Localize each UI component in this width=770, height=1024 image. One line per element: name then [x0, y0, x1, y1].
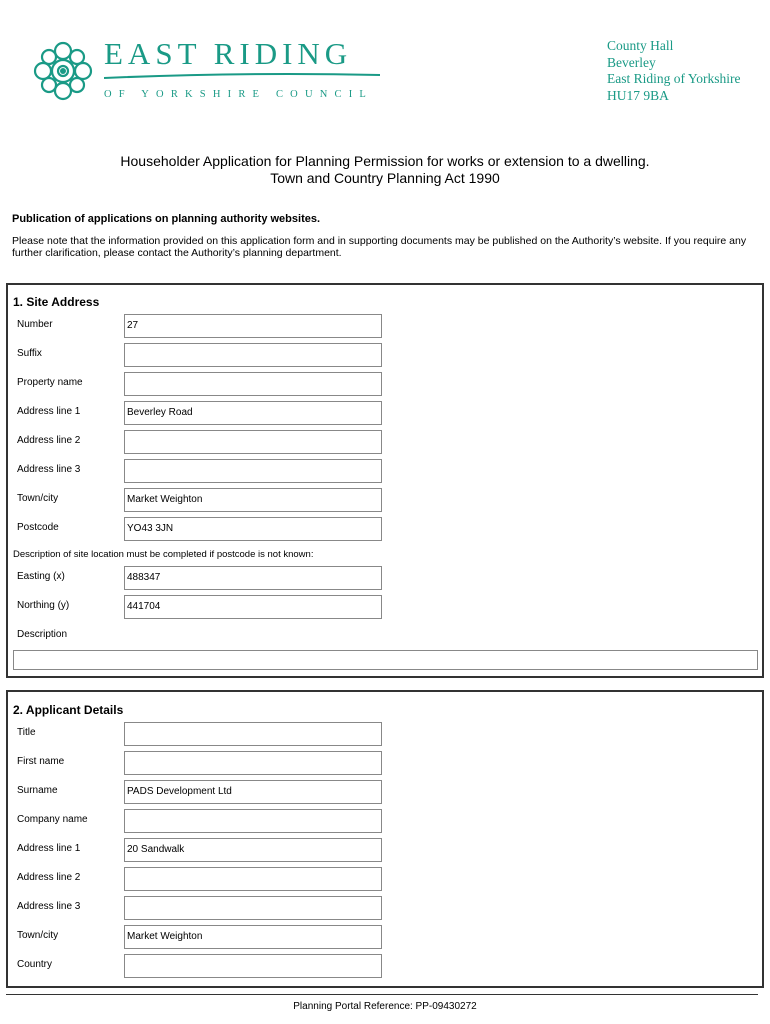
- section-title: 1. Site Address: [13, 295, 100, 309]
- field-label: Title: [17, 727, 36, 738]
- publication-heading: Publication of applications on planning authority websites.: [12, 213, 321, 225]
- northing-field[interactable]: 441704: [124, 595, 382, 619]
- planning-portal-reference: Planning Portal Reference: PP-09430272: [293, 1001, 477, 1012]
- address-line-1-field[interactable]: 20 Sandwalk: [124, 838, 382, 862]
- field-label: Number: [17, 319, 53, 330]
- brand-swoosh: [104, 73, 380, 79]
- address-line: East Riding of Yorkshire: [607, 71, 741, 86]
- field-label: Town/city: [17, 930, 59, 941]
- section-title: 2. Applicant Details: [13, 703, 124, 717]
- field-label: Surname: [17, 785, 58, 796]
- suffix-field[interactable]: [124, 343, 382, 367]
- footer-divider: [6, 994, 758, 995]
- form-title-line2: Town and Country Planning Act 1990: [270, 170, 500, 186]
- field-label: Postcode: [17, 522, 59, 533]
- publication-notice: Please note that the information provided on this application form and in supporting documents may be published on the Authority’s website. If you require any further clarification, please contact the Authority’s planning department.: [12, 235, 747, 259]
- address-line-1-field[interactable]: Beverley Road: [124, 401, 382, 425]
- location-note: Description of site location must be completed if postcode is not known:: [13, 549, 314, 560]
- town-city-field[interactable]: Market Weighton: [124, 488, 382, 512]
- postcode-field[interactable]: YO43 3JN: [124, 517, 382, 541]
- field-label: Description: [17, 629, 68, 640]
- form-title-line1: Householder Application for Planning Permission for works or extension to a dwelling.: [120, 153, 650, 169]
- field-label: Address line 1: [17, 843, 81, 854]
- field-label: Property name: [17, 377, 83, 388]
- address-line-2-field[interactable]: [124, 430, 382, 454]
- address-line-2-field[interactable]: [124, 867, 382, 891]
- surname-field[interactable]: PADS Development Ltd: [124, 780, 382, 804]
- number-field[interactable]: 27: [124, 314, 382, 338]
- property-name-field[interactable]: [124, 372, 382, 396]
- field-label: Northing (y): [17, 600, 70, 611]
- council-subtitle: OF YORKSHIRE COUNCIL: [104, 89, 374, 100]
- site-address-section: [6, 283, 764, 678]
- address-line-3-field[interactable]: [124, 896, 382, 920]
- field-label: Address line 2: [17, 435, 81, 446]
- field-label: Suffix: [17, 348, 42, 359]
- address-line: County Hall: [607, 38, 674, 53]
- field-label: Address line 2: [17, 872, 81, 883]
- field-label: Company name: [17, 814, 88, 825]
- country-field[interactable]: [124, 954, 382, 978]
- address-line: Beverley: [607, 54, 656, 70]
- council-name: EAST RIDING: [104, 36, 353, 71]
- company-name-field[interactable]: [124, 809, 382, 833]
- council-rose-logo: [32, 40, 94, 102]
- applicant-details-section: [6, 690, 764, 988]
- address-line-3-field[interactable]: [124, 459, 382, 483]
- title-field[interactable]: [124, 722, 382, 746]
- description-field[interactable]: [13, 650, 758, 670]
- field-label: Address line 3: [17, 464, 81, 475]
- field-label: Easting (x): [17, 571, 65, 582]
- address-line: HU17 9BA: [607, 87, 669, 103]
- easting-field[interactable]: 488347: [124, 566, 382, 590]
- field-label: Country: [17, 959, 53, 970]
- town-city-field[interactable]: Market Weighton: [124, 925, 382, 949]
- council-address: [607, 38, 741, 104]
- first-name-field[interactable]: [124, 751, 382, 775]
- field-label: Address line 3: [17, 901, 81, 912]
- field-label: Town/city: [17, 493, 59, 504]
- field-label: Address line 1: [17, 406, 81, 417]
- field-label: First name: [17, 756, 65, 767]
